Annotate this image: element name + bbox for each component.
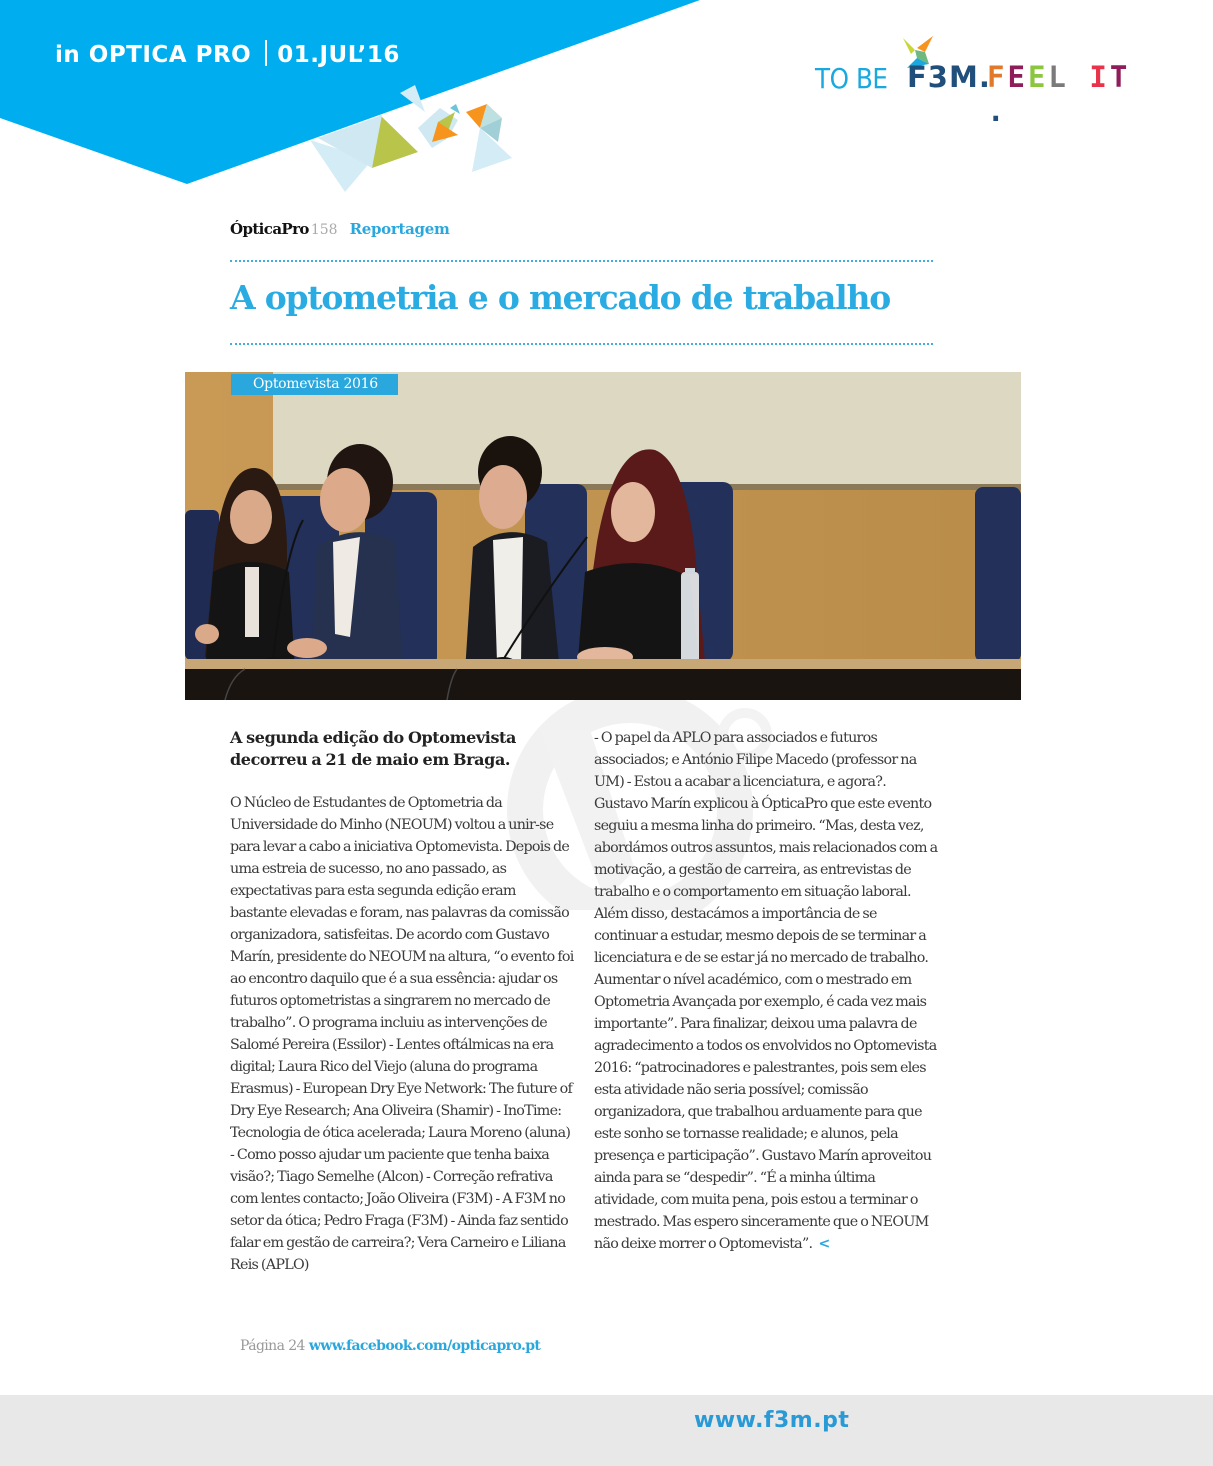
article-body-column-1: O Núcleo de Estudantes de Optometria da Universidade do Minho (NEOUM) voltou a unir-se para levar a cabo a iniciativa Optomevista. Depois de uma estreia de sucesso, no ano passado, as expectativas para esta segunda edição eram bastante elevadas e foram, nas palavras da comissão organizadora, satisfeitas. De acordo com Gustavo Marín, presidente do NEOUM na altura, “o evento foi ao encontro daquilo que é a sua essência: ajudar os futuros optometristas a singrarem no mercado de trabalho”. O programa incluiu as intervenções de Salomé Pereira (Essilor) - Lentes oftálmicas na era digital; Laura Rico del Viejo (aluna do programa Erasmus) - European Dry Eye Network: The future of Dry Eye Research; Ana Oliveira (Shamir) - InoTime: Tecnologia de ótica acelerada; Laura Moreno (aluna) - Como posso ajudar um paciente que tenha baixa visão?; Tiago Semelhe (Alcon) - Correção refrativa com lentes contacto; João Oliveira (F3M) - A F3M no setor da ótica; Pedro Fraga (F3M) - Ainda faz sentido falar em gestão de carreira?; Vera Carneiro e Liliana Reis (APLO): [230, 795, 574, 1273]
logo-tagline: [987, 60, 1135, 128]
magazine-name: ÓpticaPro: [230, 220, 309, 238]
issue-number: 158: [310, 222, 338, 238]
article-headline: A optometria e o mercado de trabalho: [230, 278, 891, 317]
dotted-divider: [230, 343, 933, 345]
photo-caption-tag: Optomevista 2016: [231, 374, 398, 395]
logo-prefix: TO BE: [815, 62, 888, 95]
f3m-logo: [815, 36, 1135, 128]
logo-tagline-letter: L: [1048, 60, 1069, 94]
article-column-1: [230, 727, 575, 1276]
page-number: Página 24: [240, 1338, 305, 1354]
logo-brand: F3M.: [907, 60, 991, 94]
end-of-article-icon: <: [818, 1236, 830, 1252]
logo-tagline-letter: I: [1089, 60, 1110, 94]
banner-date: 01.JUL’16: [277, 42, 400, 68]
section-label: Reportagem: [349, 220, 450, 238]
panel-photo-illustration: [185, 372, 1021, 700]
dotted-divider: [230, 260, 933, 262]
f3m-website-link[interactable]: www.f3m.pt: [694, 1408, 850, 1433]
logo-tagline-letter: [1069, 60, 1089, 94]
logo-tagline-letter: T: [1109, 60, 1131, 94]
logo-tagline-letter: E: [1027, 60, 1049, 94]
decor-triangle: [450, 104, 460, 114]
facebook-link[interactable]: www.facebook.com/opticapro.pt: [308, 1338, 541, 1354]
banner-separator: [265, 40, 267, 66]
logo-tagline-letter: E: [1007, 60, 1028, 94]
article-lead: A segunda edição do Optomevista decorreu a 21 de maio em Braga.: [230, 728, 517, 769]
logo-tagline-letter: F: [987, 60, 1008, 94]
banner-source: in OPTICA PRO: [55, 42, 252, 68]
banner-title: [55, 40, 400, 68]
article-kicker: [230, 220, 450, 238]
article-column-2: [594, 727, 939, 1255]
site-footer: [0, 1395, 1213, 1466]
article-body-column-2: - O papel da APLO para associados e futuros associados; e António Filipe Macedo (professor na UM) - Estou a acabar a licenciatura, e agora?. Gustavo Marín explicou à ÓpticaPro que este evento seguiu a mesma linha do primeiro. “Mas, desta vez, abordámos outros assuntos, mais relacionados com a motivação, a gestão de carreira, as entrevistas de trabalho e o comportamento em situação laboral. Além disso, destacámos a importância de se continuar a estudar, mesmo depois de se terminar a licenciatura e de se estar já no mercado de trabalho. Aumentar o nível académico, com o mestrado em Optometria Avançada por exemplo, é cada vez mais importante”. Para finalizar, deixou uma palavra de agradecimento a todos os envolvidos no Optomevista 2016: “patrocinadores e palestrantes, pois sem eles esta atividade não seria possível; comissão organizadora, que trabalhou arduamente para que este sonho se tornasse realidade; e alunos, pela presença e participação”. Gustavo Marín aproveitou ainda para se “despedir”. “É a minha última atividade, com muita pena, pois estou a terminar o mestrado. Mas espero sinceramente que o NEOUM não deixe morrer o Optomevista”.: [594, 730, 938, 1252]
article-photo: [185, 372, 1021, 700]
page-footer: [240, 1338, 540, 1354]
logo-tagline-letter: .: [987, 94, 1008, 128]
